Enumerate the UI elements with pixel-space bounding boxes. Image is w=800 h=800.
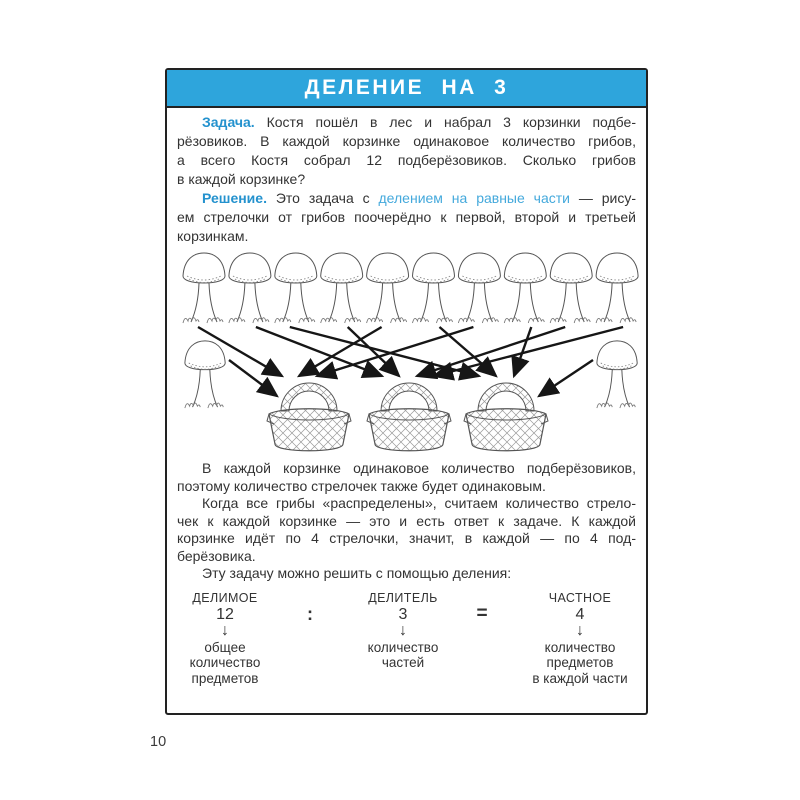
distribution-arrow (539, 360, 593, 396)
divisor-value: 3 (398, 605, 408, 623)
paragraph (177, 189, 636, 246)
text-line: поэтому количество стрелочек также будет одинаковым. (177, 477, 546, 494)
mushroom-icon (367, 253, 409, 323)
paragraph (177, 460, 636, 495)
mushroom-icon (321, 253, 363, 323)
text-line: в каждой корзинке? (177, 171, 306, 187)
quotient-caption: количество предметов в каждой части (532, 639, 628, 686)
dividend-caption: общее количество предметов (189, 639, 261, 686)
down-arrow-icon: ↓ (399, 621, 407, 639)
basket-icon (464, 383, 548, 451)
quotient-value: 4 (575, 605, 585, 623)
dividend-title: ДЕЛИМОЕ (192, 590, 258, 605)
problem-and-solution-text (177, 113, 636, 246)
text-line: В каждой корзинке одинаковое количество подберёзовиков, (202, 460, 636, 476)
divisor-title: ДЕЛИТЕЛЬ (368, 590, 438, 605)
text-line: Решение. Это задача с делением на равные части — рису- (202, 190, 636, 206)
division-diagram (177, 591, 636, 699)
text-line: Эту задачу можно решить с помощью деления: (202, 565, 512, 581)
mushroom-icon (183, 253, 225, 323)
text-line: а всего Костя собрал 12 подберёзовиков. Сколько грибов (177, 152, 636, 168)
mushroom-basket-illustration (167, 248, 646, 460)
page-title: ДЕЛЕНИЕ НА 3 (304, 76, 509, 99)
dividend-column (171, 591, 279, 687)
page-number: 10 (150, 734, 167, 750)
text-line: Когда все грибы «распределены», считаем количество стрело- (202, 495, 636, 511)
distribution-arrow (417, 327, 565, 376)
text-line: чек к каждой корзинке — это и есть ответ к задаче. К каждой (177, 512, 636, 529)
paragraph (177, 495, 636, 565)
paragraph (177, 565, 636, 583)
distribution-arrow (229, 360, 277, 396)
quotient-column (513, 591, 647, 687)
basket-icon (267, 383, 351, 451)
mushroom-icon (550, 253, 592, 323)
text-line: корзинкам. (177, 228, 249, 244)
mushroom-icon (458, 253, 500, 323)
divisor-caption: количество частей (367, 639, 439, 670)
down-arrow-icon: ↓ (576, 621, 584, 639)
text-line: берёзовика. (177, 547, 256, 564)
mushroom-icon (413, 253, 455, 323)
text-line: ем стрелочки от грибов поочерёдно к первой, второй и третьей (177, 209, 636, 225)
down-arrow-icon: ↓ (221, 621, 229, 639)
dividend-value: 12 (216, 605, 234, 623)
lesson-title-banner (167, 70, 646, 108)
paragraph (177, 113, 636, 189)
mushroom-icon (185, 341, 225, 408)
divisor-column (343, 591, 463, 671)
worksheet-frame (165, 68, 648, 715)
quotient-title: ЧАСТНОЕ (548, 590, 612, 605)
basket-icon (367, 383, 451, 451)
mushroom-icon (597, 341, 637, 408)
mushroom-icon (229, 253, 271, 323)
mushroom-icon (504, 253, 546, 323)
mushroom-icon (596, 253, 638, 323)
text-line: рёзовиков. В каждой корзинке одинаковое количество грибов, (177, 133, 636, 149)
mushroom-icon (275, 253, 317, 323)
text-line: корзинке идёт по 4 стрелочки, значит, в каждой — по 4 под- (177, 530, 636, 546)
text-line: Задача. Костя пошёл в лес и набрал 3 корзинки подбе- (202, 114, 636, 130)
division-sign: : (307, 603, 313, 624)
explanation-text (177, 460, 636, 583)
page-content (167, 108, 646, 699)
equals-sign: = (476, 602, 488, 624)
